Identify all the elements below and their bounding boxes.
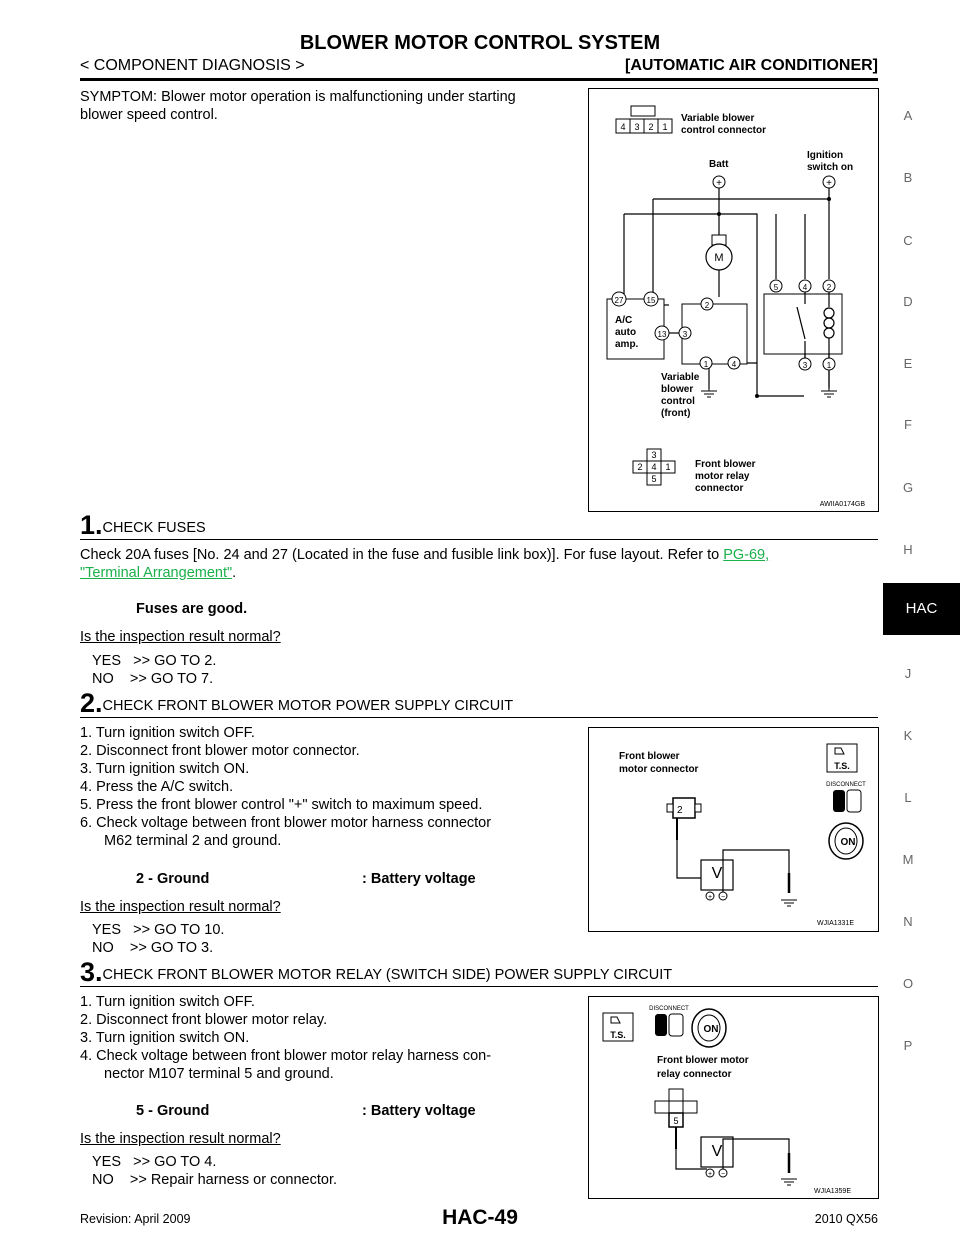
step2-spec-left: 2 - Ground bbox=[136, 871, 210, 887]
conn-label-1: Variable blower bbox=[681, 113, 755, 124]
disconnect-label: DISCONNECT bbox=[826, 782, 866, 788]
conn-label-2: control connector bbox=[681, 125, 767, 136]
side-tab-m[interactable]: M bbox=[902, 852, 914, 867]
amp-label-1: A/C bbox=[615, 315, 633, 326]
amp-label-3: amp. bbox=[615, 339, 639, 350]
wires bbox=[624, 188, 829, 396]
voltmeter-plus: + bbox=[707, 1171, 713, 1178]
relay-pin-4: 4 bbox=[802, 283, 808, 292]
side-tab-b[interactable]: B bbox=[903, 170, 913, 185]
connector-tab bbox=[631, 106, 655, 116]
header-rule bbox=[80, 78, 878, 81]
side-tab-j[interactable]: J bbox=[904, 666, 912, 681]
fig2-label-1: Front blower bbox=[619, 751, 680, 762]
step2-heading bbox=[80, 690, 513, 717]
relay-box bbox=[764, 294, 842, 354]
rconn-1: 1 bbox=[665, 462, 671, 472]
step2-item-1: 1. Turn ignition switch OFF. bbox=[80, 725, 255, 741]
step2-spec-right: : Battery voltage bbox=[362, 871, 476, 887]
step2-item-6: 6. Check voltage between front blower motor harness connector bbox=[80, 815, 492, 831]
on-label: ON bbox=[703, 1024, 719, 1035]
ign-label-1: Ignition bbox=[807, 150, 844, 161]
rconn-5: 5 bbox=[651, 474, 657, 484]
pin-13: 13 bbox=[657, 330, 667, 339]
side-tab-f[interactable]: F bbox=[904, 417, 912, 432]
relay-label-3: connector bbox=[695, 483, 744, 494]
voltmeter-v: V bbox=[711, 1143, 723, 1160]
relay-pin-2: 2 bbox=[826, 283, 832, 292]
step3-number: 3. bbox=[80, 957, 103, 987]
vbc-pin-3: 3 bbox=[682, 330, 688, 339]
fig3-code: WJIA1359E bbox=[814, 1188, 851, 1195]
rconn-3: 3 bbox=[651, 450, 657, 460]
symptom-line-2: blower speed control. bbox=[80, 107, 218, 123]
relay-pin-3: 3 bbox=[802, 361, 808, 370]
side-tab-k[interactable]: K bbox=[903, 728, 913, 743]
step2-yes: YES >> GO TO 10. bbox=[92, 922, 225, 938]
page-title: BLOWER MOTOR CONTROL SYSTEM bbox=[299, 32, 661, 54]
step1-text-end: . bbox=[232, 565, 237, 581]
step3-items bbox=[80, 993, 580, 1083]
step2-rule bbox=[80, 717, 878, 718]
vbc-label-2: blower bbox=[661, 384, 694, 395]
step2-title: CHECK FRONT BLOWER MOTOR POWER SUPPLY CIRCUIT bbox=[102, 698, 514, 714]
symptom-text bbox=[80, 88, 580, 124]
voltmeter-minus: − bbox=[720, 894, 726, 901]
pg69-link[interactable]: PG-69, bbox=[723, 547, 770, 563]
ts-label: T.S. bbox=[610, 1030, 626, 1040]
step3-spec-right: : Battery voltage bbox=[362, 1103, 476, 1119]
vbc-pin-4: 4 bbox=[731, 360, 737, 369]
step2-item-5: 5. Press the front blower control "+" switch to maximum speed. bbox=[80, 797, 483, 813]
footer-model: 2010 QX56 bbox=[814, 1212, 878, 1226]
step2-no: NO >> GO TO 3. bbox=[92, 940, 214, 956]
pin-15: 15 bbox=[646, 296, 656, 305]
vbc-pin-1: 1 bbox=[703, 360, 709, 369]
step3-item-3: 3. Turn ignition switch ON. bbox=[80, 1030, 250, 1046]
step2-item-2: 2. Disconnect front blower motor connector. bbox=[80, 743, 360, 759]
conn-pin-2: 2 bbox=[648, 122, 654, 132]
step2-item-4: 4. Press the A/C switch. bbox=[80, 779, 234, 795]
vbc-pin-2: 2 bbox=[704, 301, 710, 310]
side-tab-e[interactable]: E bbox=[903, 356, 913, 371]
fig2-label-2: motor connector bbox=[619, 764, 699, 775]
pin-27: 27 bbox=[614, 296, 624, 305]
side-tab-h[interactable]: H bbox=[903, 542, 913, 557]
step1-question: Is the inspection result normal? bbox=[80, 629, 281, 645]
relay-connector-diagram bbox=[589, 997, 878, 1198]
step1-no: NO >> GO TO 7. bbox=[92, 671, 214, 687]
vbc-ground bbox=[701, 369, 717, 397]
step2-item-6b: M62 terminal 2 and ground. bbox=[104, 833, 282, 849]
step3-item-2: 2. Disconnect front blower motor relay. bbox=[80, 1012, 328, 1028]
blower-connector-figure bbox=[588, 727, 879, 932]
side-tab-d[interactable]: D bbox=[903, 294, 913, 309]
side-tab-a[interactable]: A bbox=[903, 108, 913, 123]
system-label: [AUTOMATIC AIR CONDITIONER] bbox=[624, 57, 878, 74]
voltmeter-plus: + bbox=[707, 894, 713, 901]
wiring-diagram-figure bbox=[588, 88, 879, 512]
side-tab-c[interactable]: C bbox=[903, 233, 913, 248]
step1-text bbox=[80, 546, 880, 582]
step2-item-3: 3. Turn ignition switch ON. bbox=[80, 761, 250, 777]
fig2-code: WJIA1331E bbox=[817, 920, 854, 927]
batt-plus: + bbox=[716, 178, 722, 189]
side-tab-hac-active[interactable]: HAC bbox=[883, 583, 960, 635]
rconn-2: 2 bbox=[637, 462, 643, 472]
relay-ground bbox=[821, 370, 837, 397]
vbc-label-4: (front) bbox=[661, 408, 691, 419]
relay-pin-1: 1 bbox=[826, 361, 832, 370]
fig3-label-2: relay connector bbox=[657, 1069, 732, 1080]
ign-label-2: switch on bbox=[807, 162, 854, 173]
step3-spec-left: 5 - Ground bbox=[136, 1103, 210, 1119]
step3-no: NO >> Repair harness or connector. bbox=[92, 1172, 338, 1188]
step1-rule bbox=[80, 539, 878, 540]
voltmeter-v: V bbox=[711, 865, 723, 882]
footer-revision: Revision: April 2009 bbox=[80, 1212, 191, 1226]
blower-connector-diagram bbox=[589, 728, 878, 931]
relay-label-2: motor relay bbox=[695, 471, 750, 482]
vbc-label-1: Variable bbox=[661, 372, 700, 383]
disconnect-icon bbox=[655, 1014, 667, 1036]
relay-connector-figure bbox=[588, 996, 879, 1199]
side-tab-l[interactable]: L bbox=[904, 790, 912, 805]
side-tab-o[interactable]: O bbox=[902, 976, 914, 991]
ts-label: T.S. bbox=[834, 761, 850, 771]
relay-pin-5: 5 bbox=[773, 283, 779, 292]
step3-item-4b: nector M107 terminal 5 and ground. bbox=[104, 1066, 334, 1082]
step2-items bbox=[80, 724, 580, 850]
step1-yes: YES >> GO TO 2. bbox=[92, 653, 217, 669]
conn-pin-1: 1 bbox=[662, 122, 668, 132]
side-tab-p[interactable]: P bbox=[903, 1038, 913, 1053]
step1-number: 1. bbox=[80, 510, 103, 540]
voltmeter-minus: − bbox=[720, 1171, 726, 1178]
motor-label: M bbox=[714, 252, 724, 264]
terminal-arrangement-link[interactable]: "Terminal Arrangement" bbox=[80, 565, 233, 581]
step3-heading bbox=[80, 959, 672, 986]
step3-item-1: 1. Turn ignition switch OFF. bbox=[80, 994, 255, 1010]
footer-page-number: HAC-49 bbox=[442, 1206, 518, 1229]
conn-pin-3: 3 bbox=[634, 122, 640, 132]
step3-item-4: 4. Check voltage between front blower motor relay harness con- bbox=[80, 1048, 492, 1064]
variable-blower-control-box bbox=[682, 304, 747, 364]
rconn-4: 4 bbox=[651, 462, 657, 472]
batt-label: Batt bbox=[709, 159, 729, 170]
disconnect-icon bbox=[833, 790, 845, 812]
step1-heading bbox=[80, 512, 206, 539]
step1-title: CHECK FUSES bbox=[102, 520, 206, 536]
step3-title: CHECK FRONT BLOWER MOTOR RELAY (SWITCH SIDE) POWER SUPPLY CIRCUIT bbox=[102, 967, 673, 983]
step2-number: 2. bbox=[80, 688, 103, 718]
step1-spec: Fuses are good. bbox=[136, 601, 248, 617]
relay-label-1: Front blower bbox=[695, 459, 756, 470]
vbc-label-3: control bbox=[661, 396, 695, 407]
step1-text-main: Check 20A fuses [No. 24 and 27 (Located in the fuse and fusible link box)]. For fuse layout. Refer to bbox=[80, 547, 724, 563]
side-tab-n[interactable]: N bbox=[903, 914, 913, 929]
side-tab-g[interactable]: G bbox=[902, 480, 914, 495]
fig2-pin: 2 bbox=[677, 805, 683, 816]
fig1-code: AWIIA0174GB bbox=[819, 501, 865, 508]
wiring-diagram bbox=[589, 89, 878, 511]
fig3-label-1: Front blower motor bbox=[657, 1055, 749, 1066]
fig3-pin: 5 bbox=[673, 1116, 679, 1126]
step3-rule bbox=[80, 986, 878, 987]
ign-plus: + bbox=[826, 178, 832, 189]
conn-pin-4: 4 bbox=[620, 122, 626, 132]
amp-label-2: auto bbox=[615, 327, 637, 338]
on-label: ON bbox=[840, 837, 856, 848]
step3-yes: YES >> GO TO 4. bbox=[92, 1154, 217, 1170]
section-label: < COMPONENT DIAGNOSIS > bbox=[80, 57, 305, 74]
step3-question: Is the inspection result normal? bbox=[80, 1131, 281, 1147]
step2-question: Is the inspection result normal? bbox=[80, 899, 281, 915]
disconnect-label: DISCONNECT bbox=[649, 1006, 689, 1012]
symptom-line-1: SYMPTOM: Blower motor operation is malfunctioning under starting bbox=[80, 89, 516, 105]
